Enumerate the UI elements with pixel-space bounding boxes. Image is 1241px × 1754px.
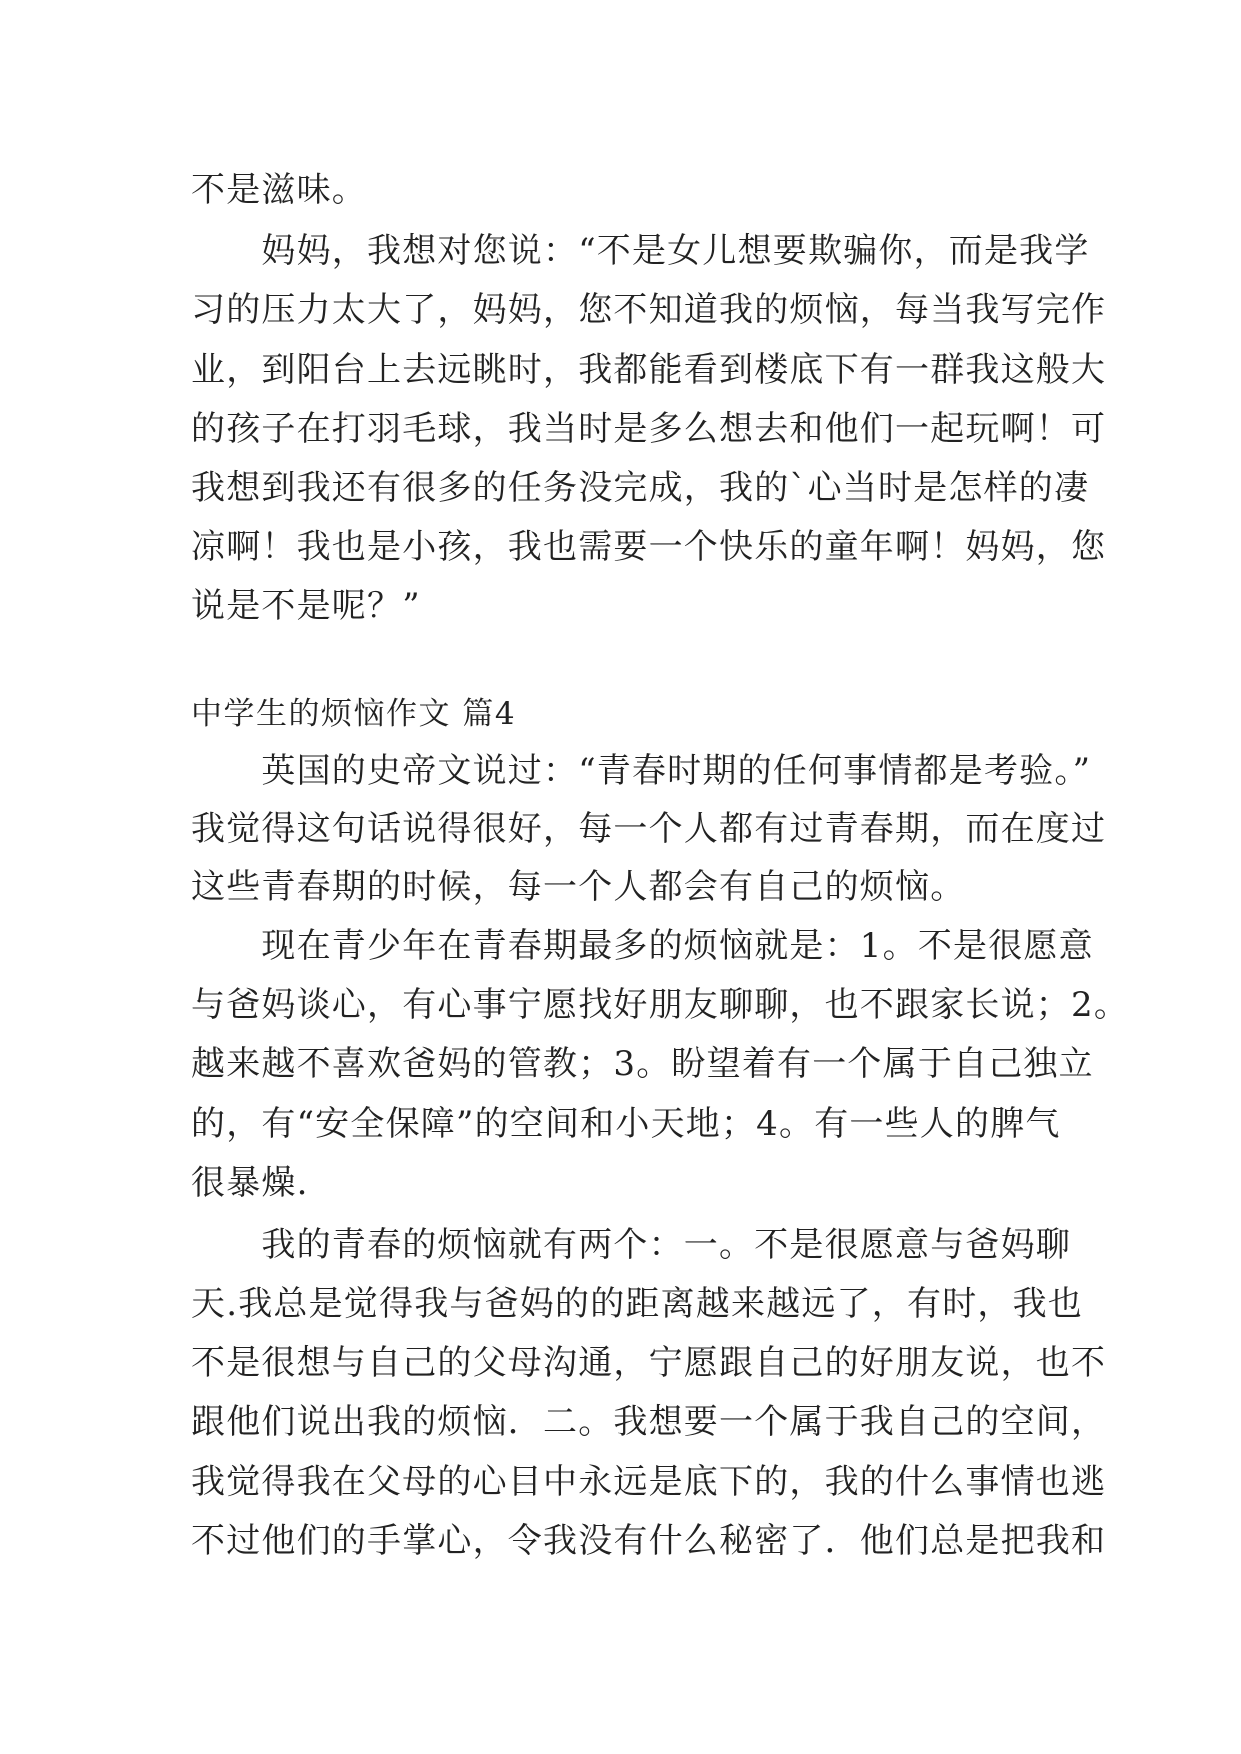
text-line: 越来越不喜欢爸妈的管教；3。盼望着有一个属于自己独立 [191,1044,1094,1084]
text-line: 妈妈，我想对您说：“不是女儿想要欺骗你，而是我学 [191,231,1090,271]
text-line: 很暴燥. [191,1163,309,1203]
text-line: 现在青少年在青春期最多的烦恼就是：1。不是很愿意 [191,926,1094,966]
text-line: 的，有“安全保障”的空间和小天地；4。有一些人的脾气 [191,1104,1061,1144]
text-line: 不是很想与自己的父母沟通，宁愿跟自己的好朋友说，也不 [191,1343,1107,1383]
text-line: 英国的史帝文说过：“青春时期的任何事情都是考验。” [191,751,1092,791]
text-line: 凉啊！我也是小孩，我也需要一个快乐的童年啊！妈妈，您 [191,527,1107,567]
text-line: 说是不是呢？” [191,586,421,626]
text-line: 习的压力太大了，妈妈，您不知道我的烦恼，每当我写完作 [191,290,1107,330]
section-heading: 中学生的烦恼作文 篇4 [191,696,517,732]
text-line: 我觉得这句话说得很好，每一个人都有过青春期，而在度过 [191,809,1107,849]
text-line: 不过他们的手掌心，令我没有什么秘密了．他们总是把我和 [191,1521,1107,1561]
text-line: 跟他们说出我的烦恼．二。我想要一个属于我自己的空间， [191,1402,1107,1442]
text-line: 我的青春的烦恼就有两个：一。不是很愿意与爸妈聊 [191,1225,1071,1265]
text-line: 天.我总是觉得我与爸妈的的距离越来越远了，有时，我也 [191,1284,1084,1324]
text-line: 不是滋味。 [191,170,367,210]
text-line: 这些青春期的时候，每一个人都会有自己的烦恼。 [191,867,966,907]
text-line: 业，到阳台上去远眺时，我都能看到楼底下有一群我这般大 [191,350,1107,390]
text-line: 我想到我还有很多的任务没完成，我的`心当时是怎样的凄 [191,468,1090,508]
text-line: 我觉得我在父母的心目中永远是底下的，我的什么事情也逃 [191,1462,1107,1502]
text-line: 与爸妈谈心，有心事宁愿找好朋友聊聊，也不跟家长说；2。 [191,985,1130,1025]
text-line: 的孩子在打羽毛球，我当时是多么想去和他们一起玩啊！可 [191,409,1107,449]
